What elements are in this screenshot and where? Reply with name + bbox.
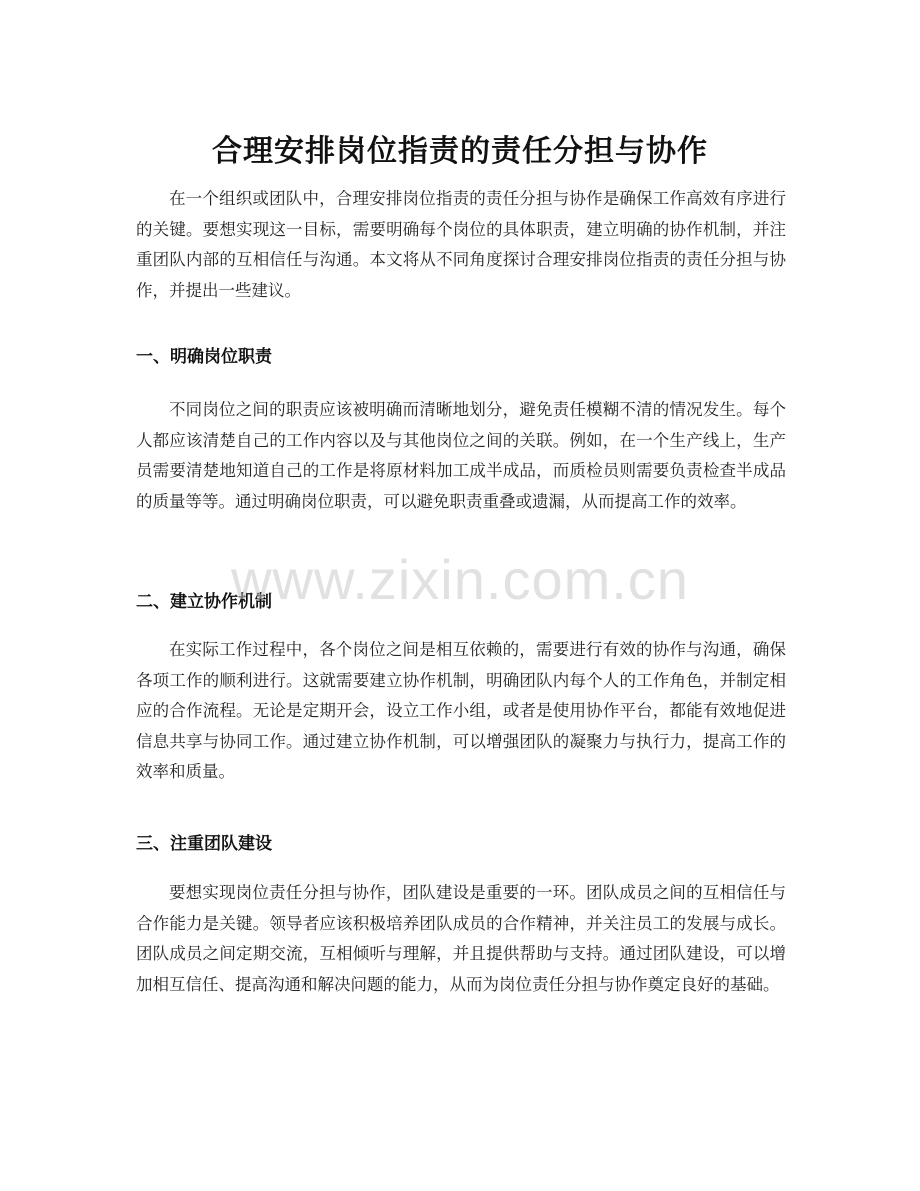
section-heading-3: 三、注重团队建设 <box>136 834 272 854</box>
document-title: 合理安排岗位指责的责任分担与协作 <box>212 134 708 170</box>
intro-paragraph: 在一个组织或团队中，合理安排岗位指责的责任分担与协作是确保工作高效有序进行的关键。要想实现这一目标，需要明确每个岗位的具体职责，建立明确的协作机制，并注重团队内部的互相信任与沟通。本文将从不同角度探讨合理安排岗位指责的责任分担与协作，并提出一些建议。 <box>136 189 786 300</box>
section-body-3: 要想实现岗位责任分担与协作，团队建设是重要的一环。团队成员之间的互相信任与合作能力是关键。领导者应该积极培养团队成员的合作精神，并关注员工的发展与成长。团队成员之间定期交流，互相倾听与理解，并且提供帮助与支持。通过团队建设，可以增加相互信任、提高沟通和解决问题的能力，从而为岗位责任分担与协作奠定良好的基础。 <box>136 883 786 994</box>
section-heading-2: 二、建立协作机制 <box>136 592 272 612</box>
section-heading-1: 一、明确岗位职责 <box>136 347 272 367</box>
watermark: www.zixin.com.cn <box>231 548 689 611</box>
section-body-2: 在实际工作过程中，各个岗位之间是相互依赖的，需要进行有效的协作与沟通，确保各项工作的顺利进行。这就需要建立协作机制，明确团队内每个人的工作角色，并制定相应的合作流程。无论是定期开会，设立工作小组，或者是使用协作平台，都能有效地促进信息共享与协同工作。通过建立协作机制，可以增强团队的凝聚力与执行力，提高工作的效率和质量。 <box>136 640 786 781</box>
section-body-1: 不同岗位之间的职责应该被明确而清晰地划分，避免责任模糊不清的情况发生。每个人都应该清楚自己的工作内容以及与其他岗位之间的关联。例如，在一个生产线上，生产员需要清楚地知道自己的工作是将原材料加工成半成品，而质检员则需要负责检查半成品的质量等等。通过明确岗位职责，可以避免职责重叠或遗漏，从而提高工作的效率。 <box>136 400 786 511</box>
